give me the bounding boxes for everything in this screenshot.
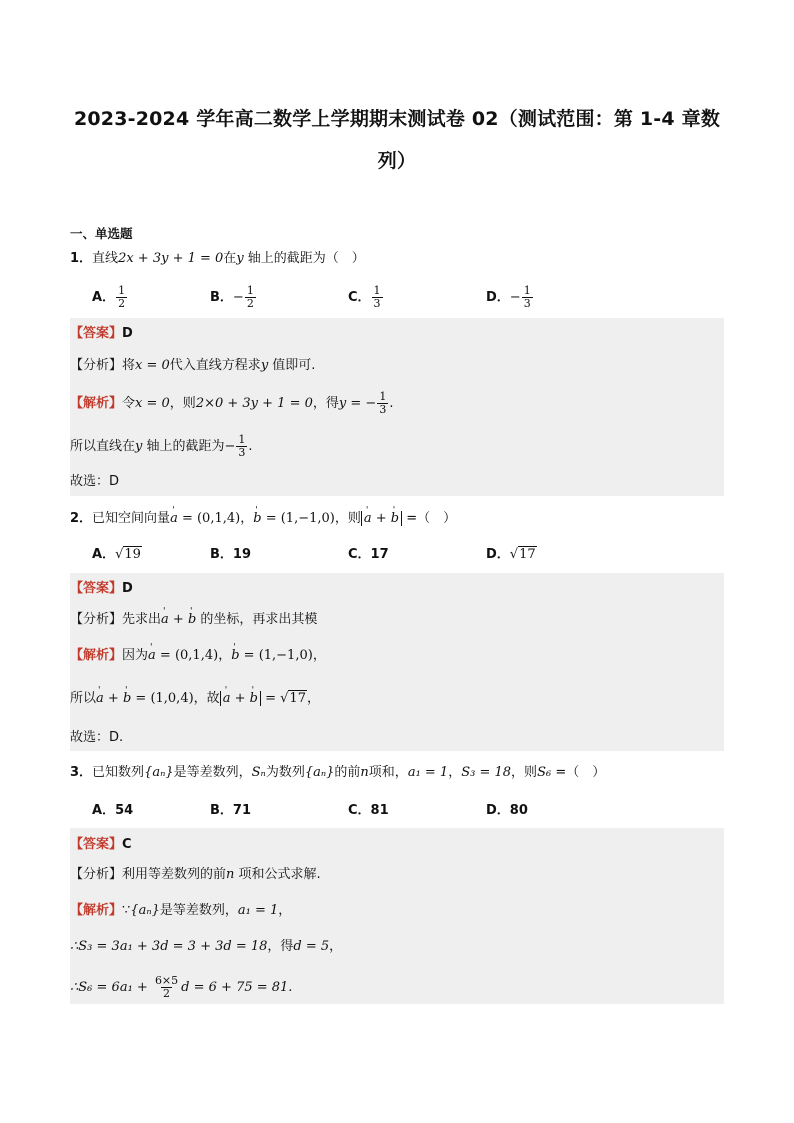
q1-option-b[interactable]: B．− $\frac{1}{2}$ [210, 284, 254, 310]
q3-option-d[interactable]: D．80 [486, 803, 528, 818]
q2-option-a[interactable]: A．√19 [92, 547, 141, 562]
question-number: 3． [70, 765, 93, 780]
q2-option-b[interactable]: B．19 [210, 547, 252, 562]
sqrt-symbol: √17 [280, 691, 306, 706]
question-1-stem: 1．直线2x + 3y + 1 = 0在y 轴上的截距为（ ） [70, 251, 365, 266]
solution-tag: 【解析】 [70, 396, 123, 411]
analysis-tag: 【分析】 [70, 612, 123, 627]
q2-choice: 故选：D. [70, 730, 124, 745]
section-heading: 一、单选题 [70, 226, 133, 241]
q3-answer: 【答案】C [70, 837, 132, 852]
page-title-line2: 列） [377, 150, 417, 172]
page-title-line1: 2023-2024 学年高二数学上学期期末测试卷 02（测试范围：第 1-4 章数 [73, 108, 721, 130]
fraction: $\frac{1}{2}$ [118, 284, 126, 310]
sqrt-symbol: √17 [509, 547, 536, 562]
answer-tag: 【答案】 [70, 581, 123, 596]
q3-analysis: 【分析】利用等差数列的前n 项和公式求解. [70, 867, 321, 882]
q1-choice: 故选：D [70, 474, 120, 489]
fraction: $\frac{1}{3}$ [379, 390, 387, 416]
q1-option-a[interactable]: A． $\frac{1}{2}$ [92, 284, 126, 310]
analysis-tag: 【分析】 [70, 358, 123, 373]
q2-answer: 【答案】D [70, 581, 133, 596]
abs-bracket: ' a + ' b [361, 511, 402, 526]
analysis-tag: 【分析】 [70, 867, 123, 882]
answer-tag: 【答案】 [70, 837, 123, 852]
q2-solution-line2: 所以' a + ' b = (1,0,4)，故' a + ' b = √17， [70, 690, 320, 708]
answer-tag: 【答案】 [70, 326, 123, 341]
fraction: $\frac{6\times 5}{2}$ [154, 974, 179, 1000]
q3-option-a[interactable]: A．54 [92, 803, 134, 818]
q3-solution-line2: ∴S₃ = 3a₁ + 3d = 3 + 3d = 18，得d = 5， [70, 939, 343, 954]
fraction: $\frac{1}{2}$ [246, 284, 254, 310]
q1-solution-line2: 所以直线在y 轴上的截距为− $\frac{1}{3}$ . [70, 433, 253, 459]
q2-option-c[interactable]: C．17 [348, 547, 389, 562]
fraction: $\frac{1}{3}$ [523, 284, 531, 310]
q3-solution-line3: ∴S₆ = 6a₁ + $\frac{6\times 5}{2}$ d = 6 + 75 = 81. [70, 974, 293, 1000]
q3-solution-line1: 【解析】∵{aₙ}是等差数列，a₁ = 1， [70, 903, 292, 918]
solution-tag: 【解析】 [70, 903, 123, 918]
question-2-stem: 2．已知空间向量' a = (0,1,4)，' b = (1,−1,0)，则' a + ' b =（ ） [70, 510, 456, 528]
q1-solution-line1: 【解析】令x = 0，则2×0 + 3y + 1 = 0，得y = − $\frac{1}{3}$ . [70, 390, 394, 416]
solution-tag: 【解析】 [70, 648, 123, 663]
q3-option-c[interactable]: C．81 [348, 803, 389, 818]
q2-option-d[interactable]: D．√17 [486, 547, 536, 562]
q2-solution-line1: 【解析】因为' a = (0,1,4)，' b = (1,−1,0)， [70, 647, 326, 665]
q1-option-c[interactable]: C． $\frac{1}{3}$ [348, 284, 381, 310]
sqrt-symbol: √19 [115, 547, 141, 562]
question-3-stem: 3．已知数列{aₙ}是等差数列，Sₙ为数列{aₙ}的前n项和，a₁ = 1，S₃ = 18，则S₆ =（ ） [70, 765, 606, 780]
q3-option-b[interactable]: B．71 [210, 803, 252, 818]
q1-answer: 【答案】D [70, 326, 133, 341]
fraction: $\frac{1}{3}$ [373, 284, 381, 310]
abs-bracket: ' a + ' b [220, 691, 261, 706]
q1-option-d[interactable]: D．− $\frac{1}{3}$ [486, 284, 531, 310]
question-number: 2． [70, 511, 93, 526]
fraction: $\frac{1}{3}$ [238, 433, 246, 459]
q2-analysis: 【分析】先求出' a + ' b 的坐标，再求出其模 [70, 611, 317, 629]
question-number: 1． [70, 251, 93, 266]
q1-analysis: 【分析】将x = 0代入直线方程求y 值即可. [70, 358, 316, 373]
